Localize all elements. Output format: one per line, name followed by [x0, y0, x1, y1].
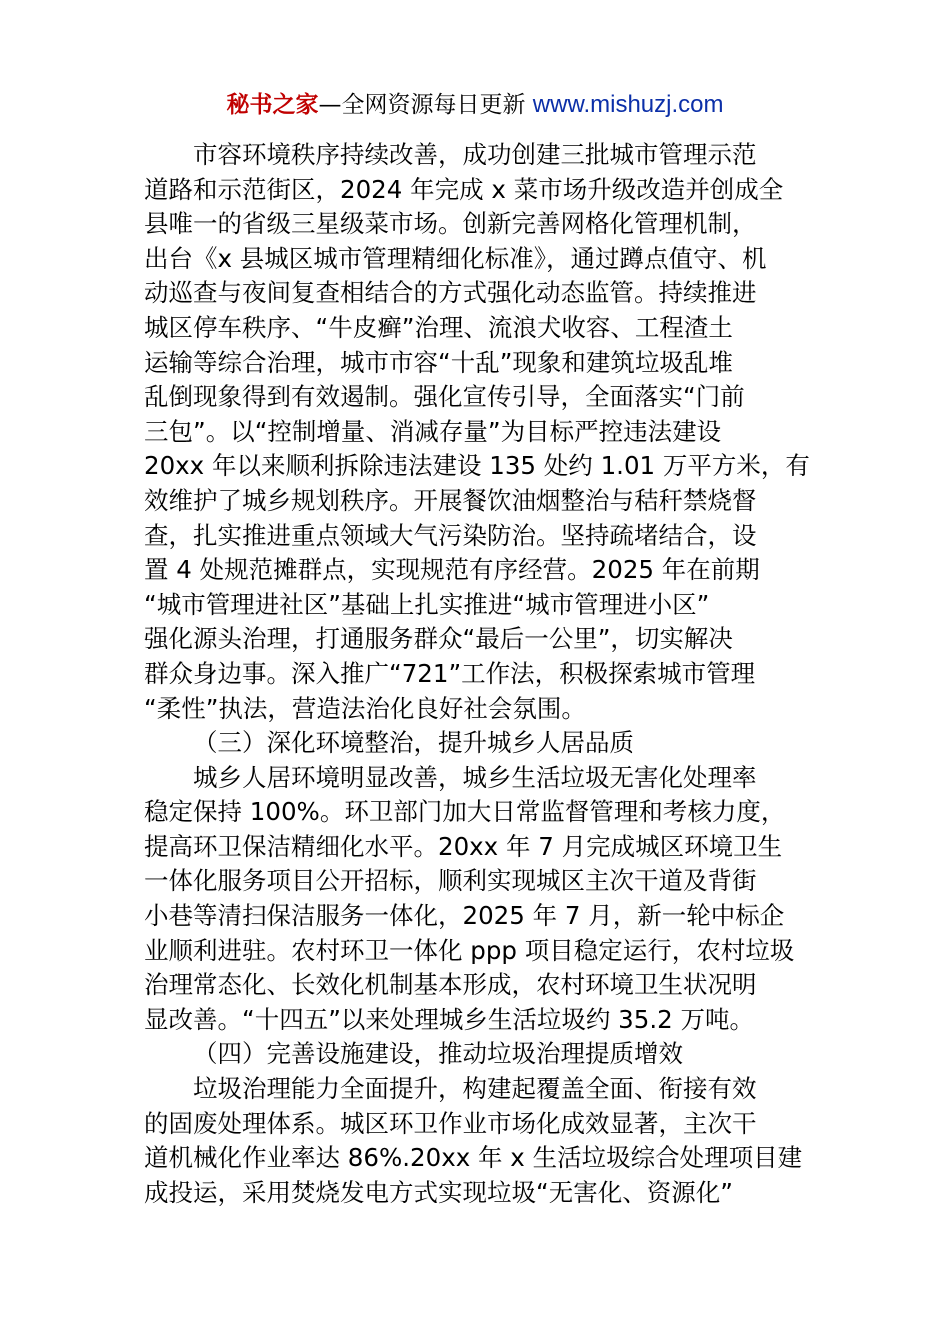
- text-line: 市容环境秩序持续改善，成功创建三批城市管理示范: [193, 140, 757, 169]
- site-tagline: —全网资源每日更新: [318, 92, 533, 118]
- text-line: 垃圾治理能力全面提升，构建起覆盖全面、衔接有效: [193, 1074, 757, 1104]
- document-body: [144, 138, 808, 1210]
- text-line: 20xx 年以来顺利拆除违法建设 135 处约 1.01 万平方米，有: [144, 451, 810, 481]
- site-brand: 秘书之家: [226, 92, 319, 118]
- text-line: 效维护了城乡规划秩序。开展餐饮油烟整治与秸秆禁烧督: [144, 485, 757, 515]
- text-line: 道路和示范街区，2024 年完成 x 菜市场升级改造并创成全: [144, 174, 784, 204]
- text-line: 置 4 处规范摊群点，实现规范有序经营。2025 年在前期: [144, 555, 760, 585]
- text-line: （四）完善设施建设，推动垃圾治理提质增效: [193, 1039, 683, 1069]
- site-url-link[interactable]: www.mishuzj.com: [532, 91, 724, 118]
- text-line: “城市管理进社区”基础上扎实推进“城市管理进小区”: [144, 589, 710, 619]
- text-line: 出台《x 县城区城市管理精细化标准》，通过蹲点值守、机: [144, 243, 767, 273]
- text-line: 业顺利进驻。农村环卫一体化 ppp 项目稳定运行，农村垃圾: [144, 935, 795, 965]
- text-line: （三）深化环境整治，提升城乡人居品质: [193, 728, 634, 758]
- text-line: 乱倒现象得到有效遏制。强化宣传引导，全面落实“门前: [144, 382, 745, 412]
- text-line: 稳定保持 100%。环卫部门加大日常监督管理和考核力度，: [144, 797, 786, 827]
- text-line: 小巷等清扫保洁服务一体化，2025 年 7 月，新一轮中标企: [144, 901, 785, 931]
- text-line: 三包”。以“控制增量、消减存量”为目标严控违法建设: [144, 416, 722, 446]
- text-line: 运输等综合治理，城市市容“十乱”现象和建筑垃圾乱堆: [144, 347, 733, 377]
- text-line: 查，扎实推进重点领域大气污染防治。坚持疏堵结合，设: [144, 520, 757, 550]
- text-line: 的固废处理体系。城区环卫作业市场化成效显著，主次干: [144, 1108, 757, 1138]
- text-line: 道机械化作业率达 86%.20xx 年 x 生活垃圾综合处理项目建: [144, 1143, 803, 1173]
- text-line: 提高环卫保洁精细化水平。20xx 年 7 月完成城区环境卫生: [144, 831, 783, 861]
- text-line: 城区停车秩序、“牛皮癣”治理、流浪犬收容、工程渣土: [144, 312, 733, 342]
- text-line: 群众身边事。深入推广“721”工作法，积极探索城市管理: [144, 658, 756, 688]
- text-line: 治理常态化、长效化机制基本形成，农村环境卫生状况明: [144, 970, 757, 1000]
- text-line: 强化源头治理，打通服务群众“最后一公里”，切实解决: [144, 624, 733, 654]
- text-line: 成投运，采用焚烧发电方式实现垃圾“无害化、资源化”: [144, 1177, 733, 1207]
- site-header: [0, 88, 950, 122]
- text-line: 动巡查与夜间复查相结合的方式强化动态监管。持续推进: [144, 278, 757, 308]
- text-line: “柔性”执法，营造法治化良好社会氛围。: [144, 693, 586, 723]
- text-line: 显改善。“十四五”以来处理城乡生活垃圾约 35.2 万吨。: [144, 1004, 755, 1034]
- text-line: 县唯一的省级三星级菜市场。创新完善网格化管理机制，: [144, 209, 757, 239]
- text-line: 一体化服务项目公开招标，顺利实现城区主次干道及背街: [144, 866, 757, 896]
- text-line: 城乡人居环境明显改善，城乡生活垃圾无害化处理率: [193, 762, 757, 792]
